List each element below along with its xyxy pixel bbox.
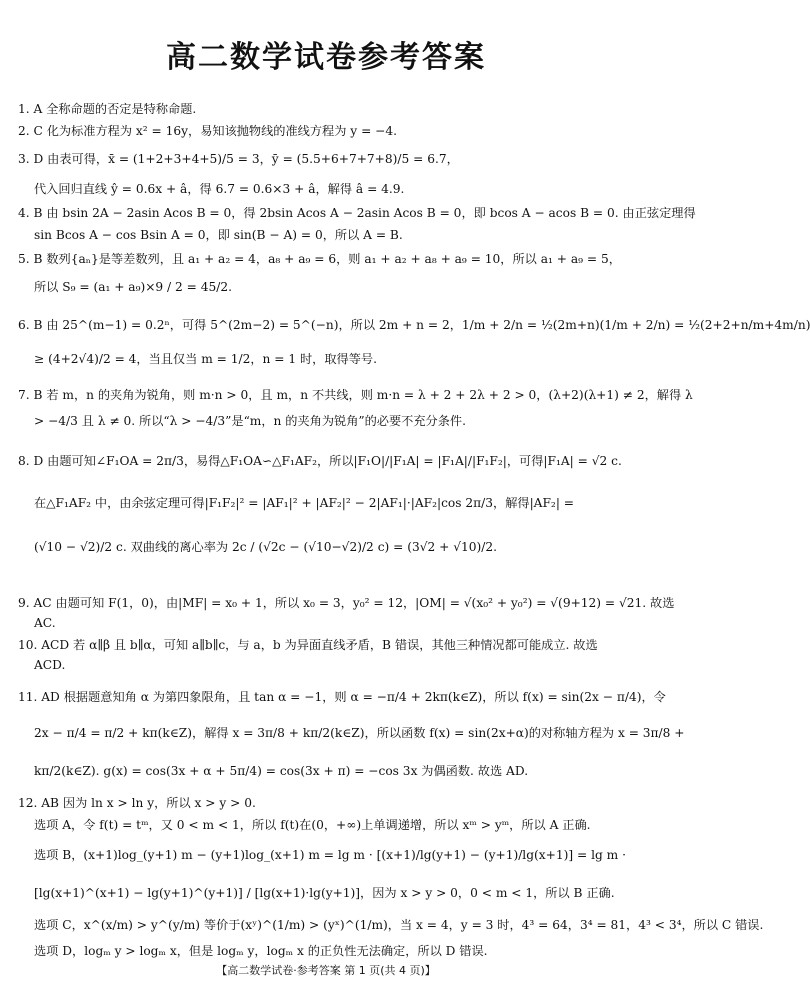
answer-line: 选项 C，x^(x/m) > y^(y/m) 等价于(xʸ)^(1/m) > (yˣ)^(1/m)，当 x = 4，y = 3 时，4³ = 64，3⁴ = 81，4³ < 3⁴，所以 C 错误.: [34, 918, 764, 932]
answer-line: 8. D 由题可知∠F₁OA = 2π/3，易得△F₁OA∽△F₁AF₂，所以|F₁O|/|F₁A| = |F₁A|/|F₁F₂|，可得|F₁A| = √2 c.: [18, 454, 622, 468]
answer-line: AC.: [34, 616, 56, 630]
answer-line: kπ/2(k∈Z). g(x) = cos(3x + α + 5π/4) = cos(3x + π) = −cos 3x 为偶函数. 故选 AD.: [34, 764, 529, 778]
answer-line: 11. AD 根据题意知角 α 为第四象限角，且 tan α = −1，则 α = −π/4 + 2kπ(k∈Z)，所以 f(x) = sin(2x − π/4)，令: [18, 690, 666, 704]
answer-line: 选项 A，令 f(t) = tᵐ，又 0 < m < 1，所以 f(t)在(0，+∞)上单调递增，所以 xᵐ > yᵐ，所以 A 正确.: [34, 818, 591, 832]
page-title: 高二数学试卷参考答案: [166, 40, 486, 75]
answer-line: ACD.: [34, 658, 66, 672]
answer-line: 4. B 由 bsin 2A − 2asin Acos B = 0，得 2bsin Acos A − 2asin Acos B = 0，即 bcos A − acos B = 0. 由正弦定理得: [18, 206, 696, 220]
answer-line: 7. B 若 m，n 的夹角为锐角，则 m·n > 0，且 m，n 不共线，则 m·n = λ + 2 + 2λ + 2 > 0，(λ+2)(λ+1) ≠ 2，解得 λ: [18, 388, 693, 402]
answer-line: (√10 − √2)/2 c. 双曲线的离心率为 2c / (√2c − (√10−√2)/2 c) = (3√2 + √10)/2.: [34, 540, 497, 554]
page-footer: 【高二数学试卷·参考答案 第 1 页(共 4 页)】: [216, 964, 436, 977]
answer-line: 9. AC 由题可知 F(1，0)，由|MF| = x₀ + 1，所以 x₀ = 3，y₀² = 12，|OM| = √(x₀² + y₀²) = √(9+12) = √21. 故选: [18, 596, 675, 610]
answer-line: 10. ACD 若 α∥β 且 b∥α，可知 a∥b∥c，与 a，b 为异面直线矛盾，B 错误，其他三种情况都可能成立. 故选: [18, 638, 598, 652]
answer-line: 6. B 由 25^(m−1) = 0.2ⁿ，可得 5^(2m−2) = 5^(−n)，所以 2m + n = 2，1/m + 2/n = ½(2m+n)(1/m + 2/n) = ½(2+2+n/m+4m/n): [18, 318, 810, 332]
answer-line: [lg(x+1)^(x+1) − lg(y+1)^(y+1)] / [lg(x+1)·lg(y+1)]，因为 x > y > 0，0 < m < 1，所以 B 正确.: [34, 886, 615, 900]
answer-line: ≥ (4+2√4)/2 = 4，当且仅当 m = 1/2，n = 1 时，取得等号.: [34, 352, 377, 366]
answer-line: 在△F₁AF₂ 中，由余弦定理可得|F₁F₂|² = |AF₁|² + |AF₂|² − 2|AF₁|·|AF₂|cos 2π/3，解得|AF₂| =: [34, 496, 575, 510]
answer-line: 2. C 化为标准方程为 x² = 16y，易知该抛物线的准线方程为 y = −4.: [18, 124, 397, 138]
answer-line: 12. AB 因为 ln x > ln y，所以 x > y > 0.: [18, 796, 256, 810]
answer-line: 选项 B，(x+1)log_(y+1) m − (y+1)log_(x+1) m = lg m · [(x+1)/lg(y+1) − (y+1)/lg(x+1)] = lg m ·: [34, 848, 626, 862]
answer-line: 2x − π/4 = π/2 + kπ(k∈Z)，解得 x = 3π/8 + kπ/2(k∈Z)，所以函数 f(x) = sin(2x+α)的对称轴方程为 x = 3π/8 +: [34, 726, 685, 740]
answer-line: 1. A 全称命题的否定是特称命题.: [18, 102, 197, 116]
answer-line: 3. D 由表可得，x̄ = (1+2+3+4+5)/5 = 3，ȳ = (5.5+6+7+7+8)/5 = 6.7，: [18, 152, 459, 166]
answer-line: 5. B 数列{aₙ}是等差数列，且 a₁ + a₂ = 4，a₈ + a₉ = 6，则 a₁ + a₂ + a₈ + a₉ = 10，所以 a₁ + a₉ = 5，: [18, 252, 621, 266]
answer-line: 所以 S₉ = (a₁ + a₉)×9 / 2 = 45/2.: [34, 280, 232, 294]
answer-line: > −4/3 且 λ ≠ 0. 所以“λ > −4/3”是“m，n 的夹角为锐角”的必要不充分条件.: [34, 414, 466, 428]
answer-line: 选项 D，logₘ y > logₘ x，但是 logₘ y，logₘ x 的正负性无法确定，所以 D 错误.: [34, 944, 488, 958]
answer-line: sin Bcos A − cos Bsin A = 0，即 sin(B − A) = 0，所以 A = B.: [34, 228, 403, 242]
answer-line: 代入回归直线 ŷ = 0.6x + â，得 6.7 = 0.6×3 + â，解得 â = 4.9.: [34, 182, 405, 196]
